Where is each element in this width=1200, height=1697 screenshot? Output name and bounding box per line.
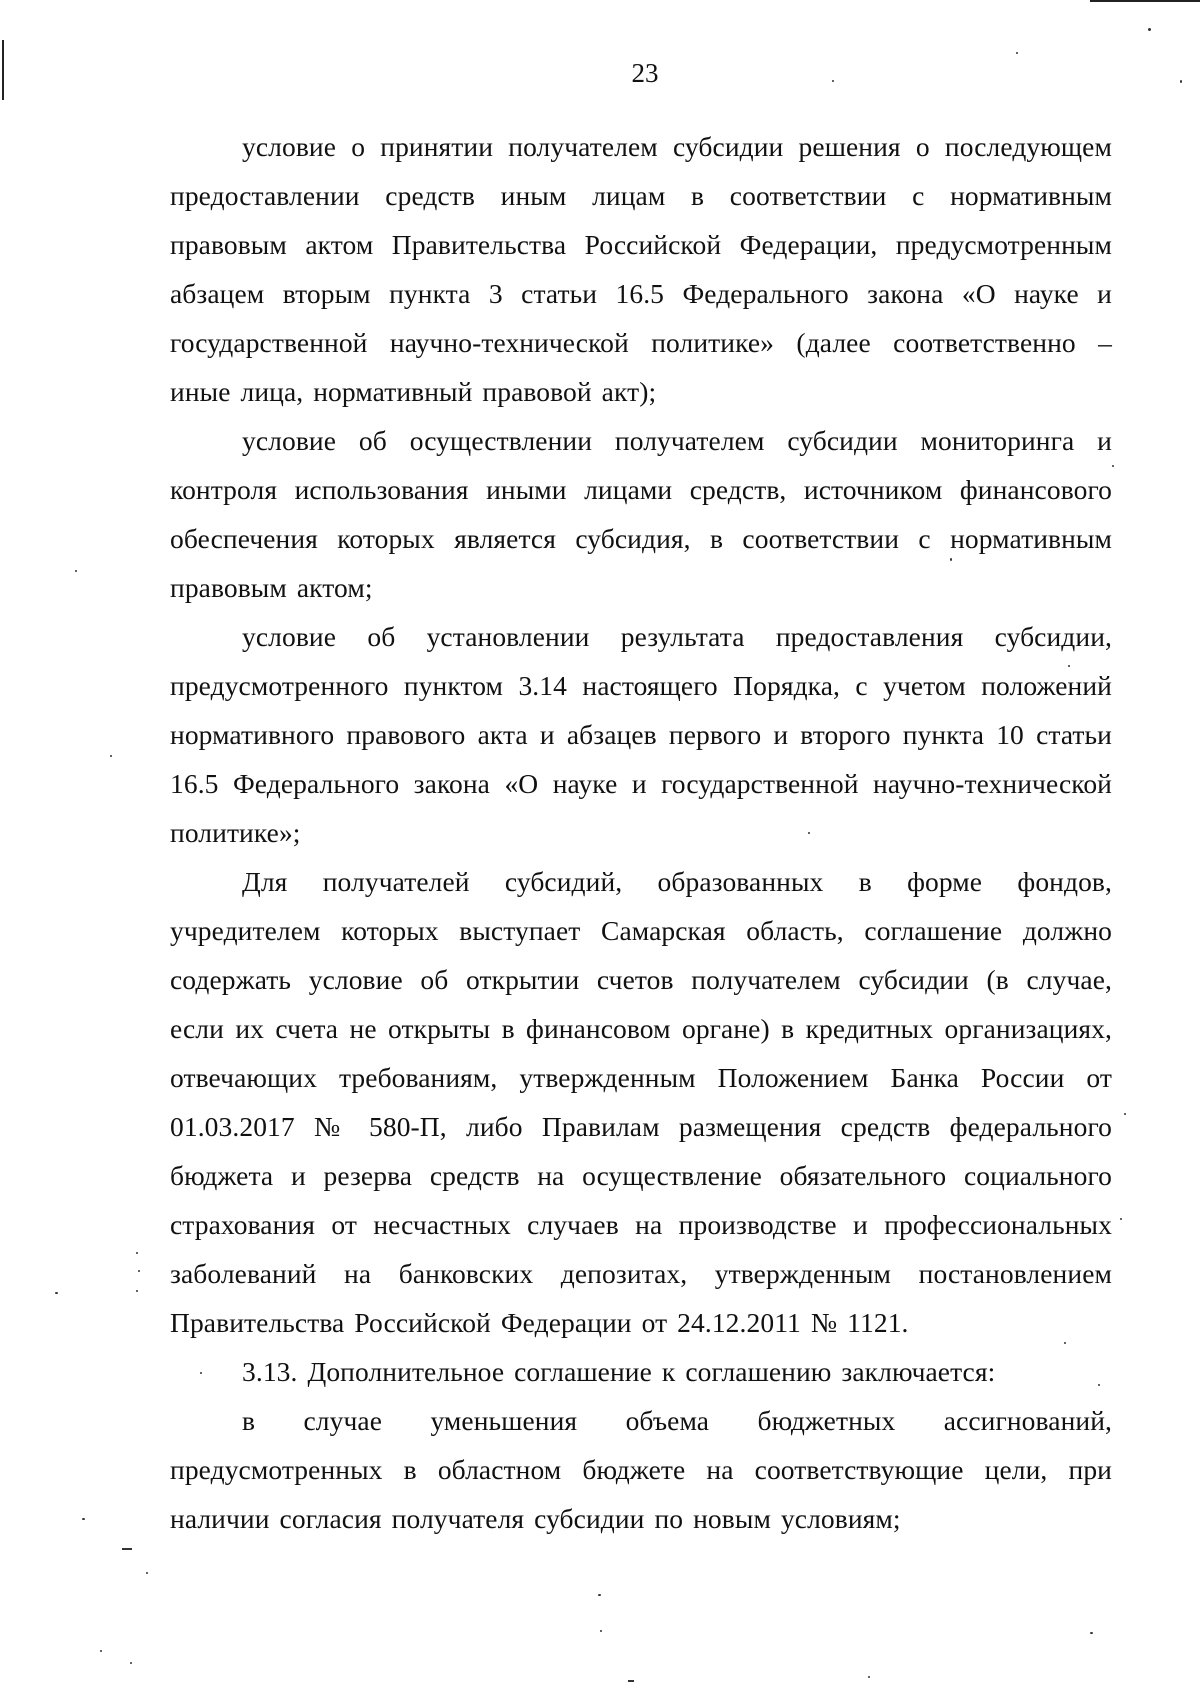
scan-speck — [868, 1676, 870, 1678]
document-body — [170, 122, 1112, 1543]
scan-speck — [1124, 1113, 1126, 1115]
scan-speck — [130, 1662, 132, 1664]
scan-speck — [82, 1518, 85, 1520]
paragraph-condition-monitoring: условие об осуществлении получателем субсидии мониторинга и контроля использования иными лицами средств, источником финансового обеспечения которых является субсидия, в соответствии с нормативным правовым актом; — [170, 425, 1112, 603]
scan-speck — [1112, 465, 1114, 467]
scan-speck — [1090, 1632, 1093, 1634]
paragraph-condition-result: условие об установлении результата предоставления субсидии, предусмотренного пунктом 3.14 настоящего Порядка, с учетом положений нормативного правового акта и абзацев первого и второго пункта 10 статьи 16.5 Федерального закона «О науке и государственной научно-технической политике»; — [170, 621, 1112, 848]
paragraph-reduction-case: в случае уменьшения объема бюджетных ассигнований, предусмотренных в областном бюджете на соответствующие цели, при наличии согласия получателя субсидии по новым условиям; — [170, 1405, 1112, 1534]
scan-speck — [1016, 52, 1018, 54]
page-number: 23 — [631, 58, 659, 88]
scan-speck — [110, 755, 112, 757]
paragraph-funds-accounts: Для получателей субсидий, образованных в форме фондов, учредителем которых выступает Самарская область, соглашение должно содержать условие об открытии счетов получателем субсидии (в случае, если их счета не открыты в финансовом органе) в кредитных организациях, отвечающих требованиям, утвержденным Положением Банка России от 01.03.2017 № 580-П, либо Правилам размещения средств федерального бюджета и резерва средств на осуществление обязательного социального страхования от несчастных случаев на производстве и профессиональных заболеваний на банковских депозитах, утвержденным постановлением Правительства Российской Федерации от 24.12.2011 № 1121. — [170, 866, 1112, 1338]
scan-speck — [146, 1572, 148, 1574]
scan-speck — [136, 1252, 138, 1254]
scan-speck — [136, 1290, 138, 1292]
scan-speck — [138, 1270, 140, 1272]
paragraph-condition-other-persons: условие о принятии получателем субсидии решения о последующем предоставлении средств иным лицам в соответствии с нормативным правовым актом Правительства Российской Федерации, предусмотренным абзацем вторым пункта 3 статьи 16.5 Федерального закона «О науке и государственной научно-технической политике» (далее соответственно – иные лица, нормативный правовой акт); — [170, 131, 1112, 407]
scan-speck — [100, 1650, 102, 1652]
scan-speck — [75, 570, 77, 572]
scan-speck — [628, 1680, 634, 1682]
scan-speck — [598, 1594, 601, 1596]
scan-speck — [1148, 28, 1151, 31]
scan-speck — [55, 1292, 58, 1294]
top-right-edge-mark — [1090, 0, 1200, 2]
scan-speck — [122, 1548, 132, 1550]
paragraph-section-3-13: 3.13. Дополнительное соглашение к соглашению заключается: — [242, 1356, 996, 1387]
scan-speck — [1120, 1218, 1122, 1220]
scan-speck — [600, 1630, 602, 1632]
